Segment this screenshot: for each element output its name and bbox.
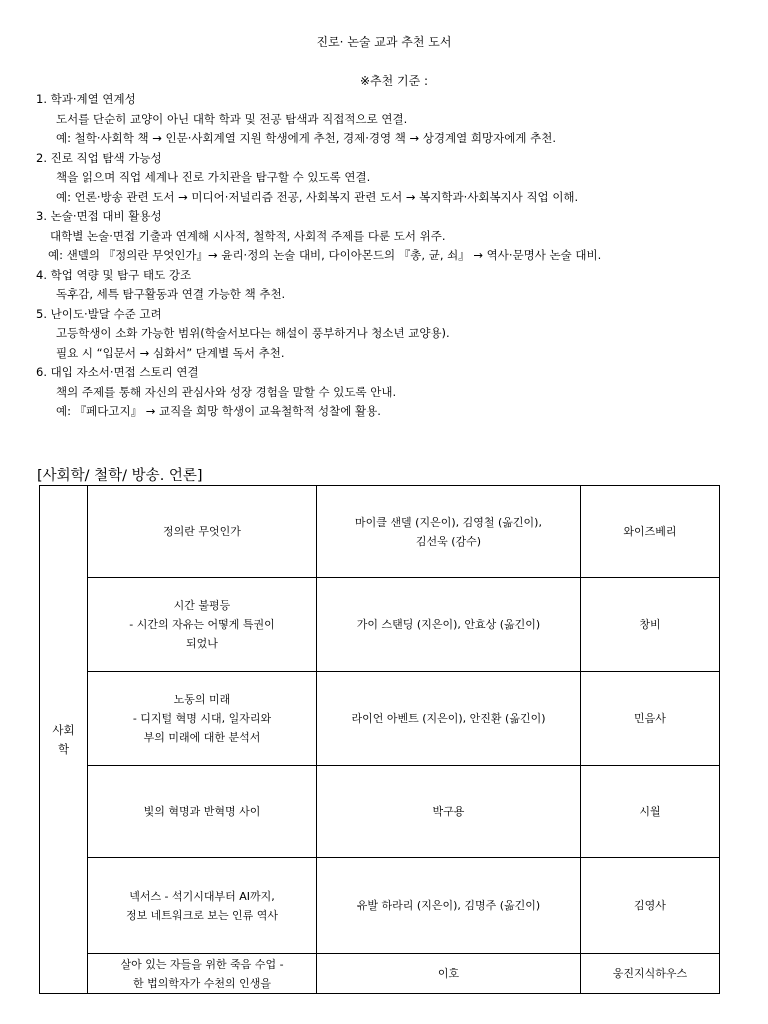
criterion-heading: 2. 진로 직업 탐색 가능성: [36, 150, 162, 165]
book-title-line: 정보 네트워크로 보는 인류 역사: [125, 908, 279, 922]
criterion-heading: 6. 대입 자소서·면접 스토리 연결: [36, 365, 199, 379]
criteria-list: [36, 90, 756, 422]
category-cell: [40, 486, 88, 994]
table-row: [40, 578, 720, 672]
section-title: [사회학/ 철학/ 방송. 언론]: [37, 468, 203, 484]
criterion-line: 도서를 단순히 교양이 아닌 대학 학과 및 전공 탐색과 직접적으로 연결.: [56, 111, 408, 126]
book-publisher-cell: 웅진지식하우스: [581, 954, 720, 994]
book-title-line: 부의 미래에 대한 분석서: [143, 731, 261, 744]
book-title-line: 노동의 미래: [173, 693, 231, 706]
criterion-heading: 3. 논술·면접 대비 활용성: [36, 209, 162, 223]
book-author-line: 마이클 샌델 (지은이), 김영철 (옮긴이),: [355, 515, 542, 529]
criteria-title: ※추천 기준 :: [359, 74, 429, 88]
criterion-line: 책을 읽으며 직업 세계나 진로 가치관을 탐구할 수 있도록 연결.: [56, 170, 371, 184]
book-title-cell: [88, 766, 317, 858]
criterion-line: 책의 주제를 통해 자신의 관심사와 성장 경험을 말할 수 있도록 안내.: [56, 384, 397, 399]
book-author-line: 박구용: [432, 805, 465, 818]
criterion-line: 예: 『페다고지』 → 교직을 희망 학생이 교육철학적 성찰에 활용.: [56, 404, 381, 418]
book-author-cell: [317, 486, 581, 578]
book-title-line: 넥서스 - 석기시대부터 AI까지,: [129, 889, 275, 903]
book-author-cell: [317, 858, 581, 954]
book-publisher-cell: 와이즈베리: [581, 486, 720, 578]
criterion-heading: 4. 학업 역량 및 탐구 태도 강조: [36, 267, 192, 282]
criterion-line: 예: 철학·사회학 책 → 인문·사회계열 지원 학생에게 추천, 경제·경영 책 → 상경계열 희망자에게 추천.: [56, 131, 556, 145]
criterion-line: 고등학생이 소화 가능한 범위(학술서보다는 해설이 풍부하거나 청소년 교양용).: [56, 326, 450, 340]
book-title-cell: [88, 578, 317, 672]
criterion-line: 예: 언론·방송 관련 도서 → 미디어·저널리즘 전공, 사회복지 관련 도서 → 복지학과·사회복지사 직업 이해.: [56, 189, 579, 204]
book-author-line: 가이 스탠딩 (지은이), 안효상 (옮긴이): [356, 618, 541, 631]
book-title-cell: [88, 954, 317, 994]
criterion-line: 필요 시 “입문서 → 심화서” 단계별 독서 추천.: [56, 345, 285, 360]
book-author-cell: [317, 766, 581, 858]
book-title-cell: [88, 486, 317, 578]
category-label: 사회 학: [52, 722, 75, 756]
book-author-line: 김선욱 (감수): [415, 534, 482, 548]
book-title-line: 살아 있는 자들을 위한 죽음 수업 -: [120, 957, 284, 971]
book-title-line: 빛의 혁명과 반혁명 사이: [143, 805, 261, 818]
criterion-line: 독후감, 세특 탐구활동과 연결 가능한 책 추천.: [56, 287, 286, 301]
table-row: [40, 766, 720, 858]
book-publisher-cell: 김영사: [581, 858, 720, 954]
book-author-cell: [317, 672, 581, 766]
book-title-line: 시간 불평등: [173, 599, 231, 612]
book-publisher-cell: 창비: [581, 578, 720, 672]
table-row: [40, 858, 720, 954]
criterion-heading: 1. 학과·계열 연계성: [36, 92, 136, 106]
book-author-cell: [317, 578, 581, 672]
book-publisher-cell: 시월: [581, 766, 720, 858]
table-row: [40, 672, 720, 766]
book-title-line: - 시간의 자유는 어떻게 특권이: [129, 618, 275, 631]
page-title: 진로· 논술 교과 추천 도서: [316, 35, 452, 49]
criterion-line: 예: 샌델의 『정의란 무엇인가』→ 윤리·정의 논술 대비, 다이아몬드의 『총, 균, 쇠』 → 역사·문명사 논술 대비.: [48, 248, 602, 262]
book-author-line: 라이언 아벤트 (지은이), 안진환 (옮긴이): [351, 712, 546, 725]
criterion-heading: 5. 난이도·발달 수준 고려: [36, 306, 162, 321]
book-title-cell: [88, 672, 317, 766]
book-author-line: 유발 하라리 (지은이), 김명주 (옮긴이): [356, 899, 541, 912]
book-title-cell: [88, 858, 317, 954]
book-publisher-cell: 민음사: [581, 672, 720, 766]
book-title-line: - 디지털 혁명 시대, 일자리와: [132, 712, 272, 725]
book-title-line: 되었나: [186, 637, 218, 650]
table-row: [40, 954, 720, 994]
table-row: [40, 486, 720, 578]
book-author-cell: [317, 954, 581, 994]
book-title-line: 정의란 무엇인가: [163, 525, 241, 538]
book-title-line: 한 법의학자가 수천의 인생을: [132, 976, 271, 990]
book-author-line: 이호: [437, 967, 460, 980]
criterion-line: 대학별 논술·면접 기출과 연계해 시사적, 철학적, 사회적 주제를 다룬 도서 위주.: [50, 228, 446, 243]
book-table: [39, 485, 720, 994]
